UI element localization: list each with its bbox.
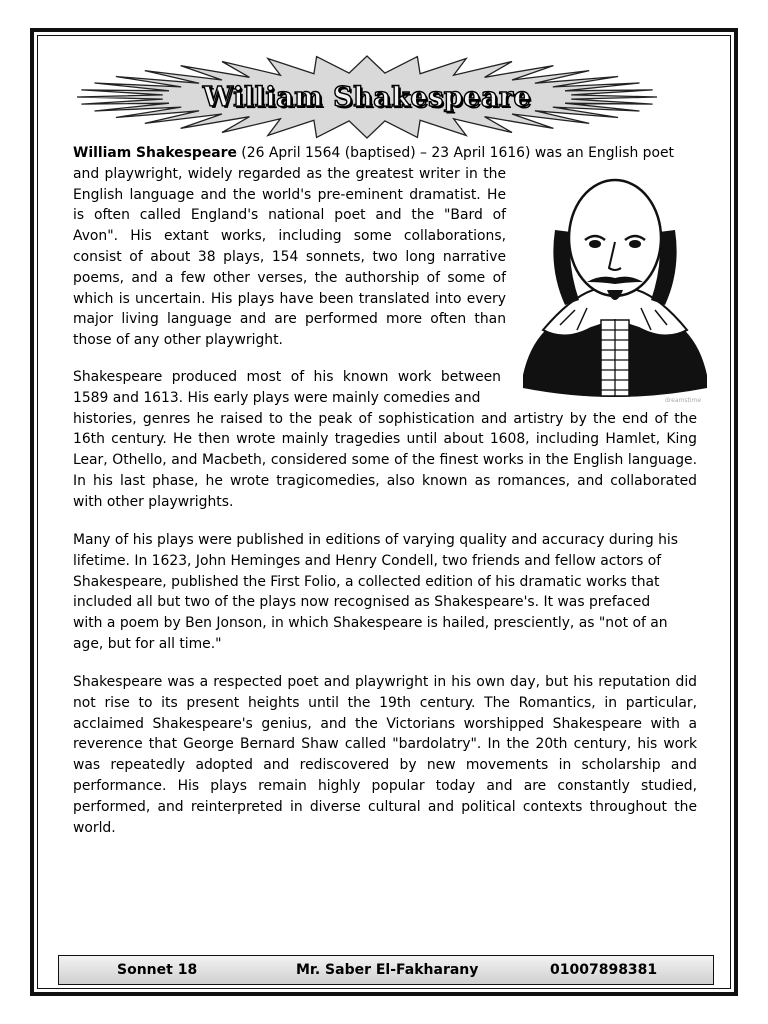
footer-course: Sonnet 18 bbox=[117, 962, 198, 978]
works-narrow-text: Shakespeare produced most of his known work between 1589 and 1613. His early plays were mainly comedies and bbox=[73, 369, 501, 406]
paragraph-intro bbox=[73, 143, 697, 351]
footer-teacher: Mr. Saber El-Fakharany bbox=[296, 962, 479, 978]
intro-first-line: (26 April 1564 (baptised) – 23 April 1616) was an English poet bbox=[236, 145, 674, 161]
works-wide-text: histories, genres he raised to the peak of sophistication and artistry by the end of the 16th century. He then wrote mainly tragedies until about 1608, including Hamlet, King Lear, Othello, and Macbeth, considered some of the finest works in the English language. In his last phase, he wrote tragicomedies, also known as romances, and collaborated with other playwrights. bbox=[73, 410, 697, 510]
intro-body: and playwright, widely regarded as the greatest writer in the English language and the world's pre-eminent dramatist. He is often called England's national poet and the "Bard of Avon". His extant works, including some collaborations, consist of about 38 plays, 154 sonnets, two long narrative poems, and a few other verses, the authorship of some of which is uncertain. His plays have been translated into every major living language and are performed more often than those of any other playwright. bbox=[73, 165, 506, 349]
title-banner bbox=[74, 55, 660, 139]
paragraph-publication: Many of his plays were published in editions of varying quality and accuracy during his lifetime. In 1623, John Heminges and Henry Condell, two friends and fellow actors of Shakespeare, published the First Folio, a collected edition of his dramatic works that included all but two of the plays now recognised as Shakespeare's. It was prefaced with a poem by Ben Jonson, in which Shakespeare is hailed, presciently, as "not of an age, but for all time." bbox=[73, 532, 678, 652]
paragraph-reputation: Shakespeare was a respected poet and playwright in his own day, but his reputation did not rise to its present heights until the 19th century. The Romantics, in particular, acclaimed Shakespeare's genius, and the Victorians worshipped Shakespeare with a reverence that George Bernard Shaw called "bardolatry". In the 20th century, his work was repeatedly adopted and rediscovered by new movements in scholarship and performance. His plays remain highly popular today and are constantly studied, performed, and reinterpreted in diverse cultural and political contexts throughout the world. bbox=[73, 674, 697, 836]
paragraph-works bbox=[73, 367, 697, 513]
footer-phone: 01007898381 bbox=[550, 962, 658, 978]
starburst-banner-shape bbox=[74, 55, 660, 139]
page-title: William Shakespeare bbox=[202, 81, 532, 113]
svg-text:dreamstime: dreamstime bbox=[665, 397, 702, 404]
subject-name: William Shakespeare bbox=[73, 145, 237, 161]
page-footer bbox=[58, 955, 714, 985]
